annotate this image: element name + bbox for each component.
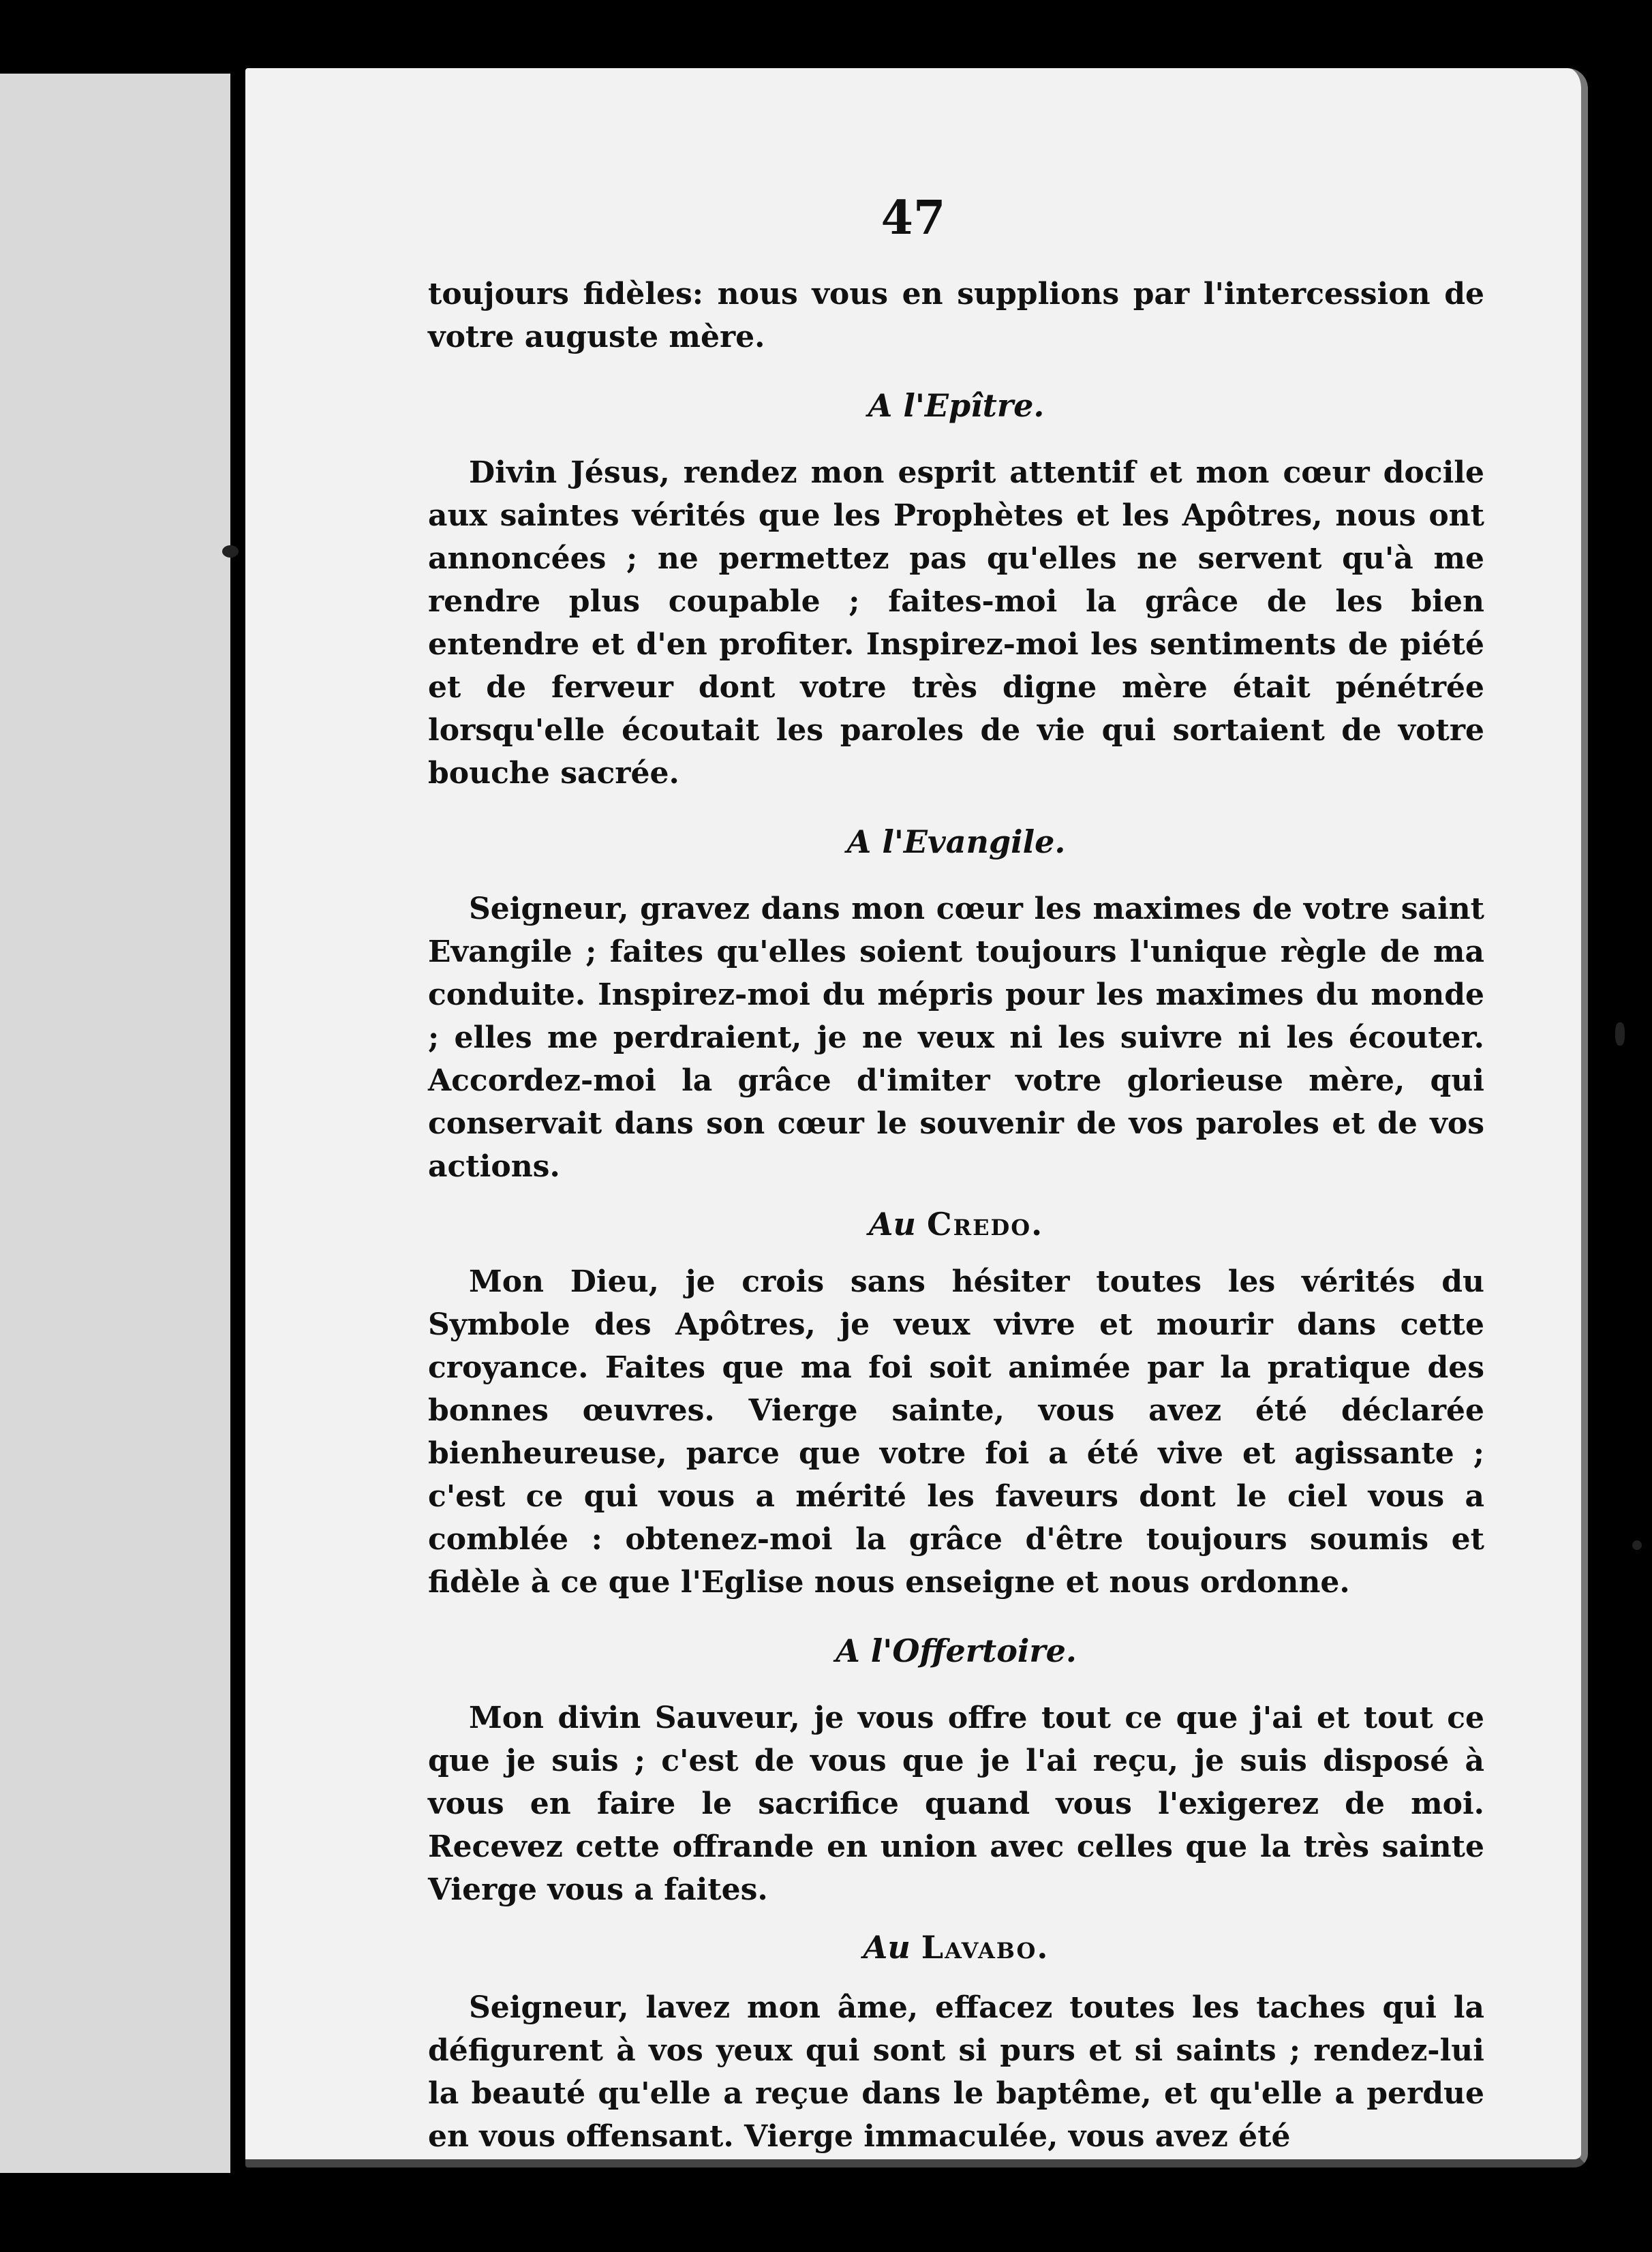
heading-epitre bbox=[428, 387, 1484, 424]
heading-prefix: A bbox=[836, 1632, 860, 1669]
edge-mark bbox=[1615, 1022, 1625, 1046]
heading-prefix: Au bbox=[868, 1206, 916, 1243]
heading-evangile bbox=[428, 823, 1484, 860]
book-gutter bbox=[230, 68, 240, 2181]
heading-offertoire bbox=[428, 1632, 1484, 1669]
heading-prefix: Au bbox=[863, 1929, 911, 1966]
heading-title: l'Offertoire. bbox=[870, 1632, 1077, 1669]
page-body bbox=[428, 273, 1484, 2158]
paragraph-evangile: Seigneur, gravez dans mon cœur les maximes de votre saint Evangile ; faites qu'elles soient toujours l'unique règle de ma conduite. Inspirez-moi du mépris pour les maximes du monde ; elles me perdraient, je ne veux ni les suivre ni les écouter. Accordez-moi la grâce d'imiter votre glorieuse mère, qui conservait dans son cœur le souvenir de vos paroles et de vos actions. bbox=[428, 892, 1484, 1184]
heading-title: l'Epître. bbox=[903, 387, 1045, 424]
edge-mark bbox=[1632, 1540, 1642, 1550]
paragraph-epitre: Divin Jésus, rendez mon esprit attentif et mon cœur docile aux saintes vérités que les Prophètes et les Apôtres, nous ont annoncées ; ne permettez pas qu'elles ne servent qu'à me rendre plus coupable ; faites-moi la grâce de les bien entendre et d'en profiter. Inspirez-moi les sentiments de piété et de ferveur dont votre très digne mère était pénétrée lorsqu'elle écoutait les paroles de vie qui sortaient de votre bouche sacrée. bbox=[428, 455, 1484, 791]
paragraph-intro: toujours fidèles: nous vous en supplions par l'intercession de votre auguste mère. bbox=[428, 277, 1484, 354]
paragraph-offertoire: Mon divin Sauveur, je vous offre tout ce que j'ai et tout ce que je suis ; c'est de vous que je l'ai reçu, je suis disposé à vous en faire le sacrifice quand vous l'exigerez de moi. Recevez cette offrande en union avec celles que la très sainte Vierge vous a faites. bbox=[428, 1701, 1484, 1907]
heading-prefix: A bbox=[846, 823, 872, 860]
heading-title: l'Evangile. bbox=[882, 823, 1066, 860]
heading-title: Credo. bbox=[926, 1206, 1044, 1243]
paragraph-credo: Mon Dieu, je crois sans hésiter toutes les vérités du Symbole des Apôtres, je veux vivre et mourir dans cette croyance. Faites que ma foi soit animée par la pratique des bonnes œuvres. Vierge sainte, vous avez été déclarée bienheureuse, parce que votre foi a été vive et agissante ; c'est ce qui vous a mérité les faveurs dont le ciel vous a comblée : obtenez-moi la grâce d'être toujours soumis et fidèle à ce que l'Eglise nous enseigne et nous ordonne. bbox=[428, 1264, 1484, 1600]
heading-title: Lavabo. bbox=[921, 1929, 1050, 1966]
heading-credo bbox=[428, 1206, 1484, 1243]
facing-page-fragment bbox=[0, 74, 230, 2173]
paragraph-lavabo: Seigneur, lavez mon âme, effacez toutes les taches qui la défigurent à vos yeux qui sont si purs et si saints ; rendez-lui la beauté qu'elle a reçue dans le baptême, et qu'elle a perdue en vous offensant. Vierge immaculée, vous avez été bbox=[428, 1990, 1484, 2154]
edge-mark bbox=[222, 545, 239, 558]
heading-lavabo bbox=[428, 1929, 1484, 1966]
page-number: 47 bbox=[881, 191, 946, 245]
heading-prefix: A bbox=[868, 387, 893, 424]
book-page bbox=[245, 68, 1588, 2167]
